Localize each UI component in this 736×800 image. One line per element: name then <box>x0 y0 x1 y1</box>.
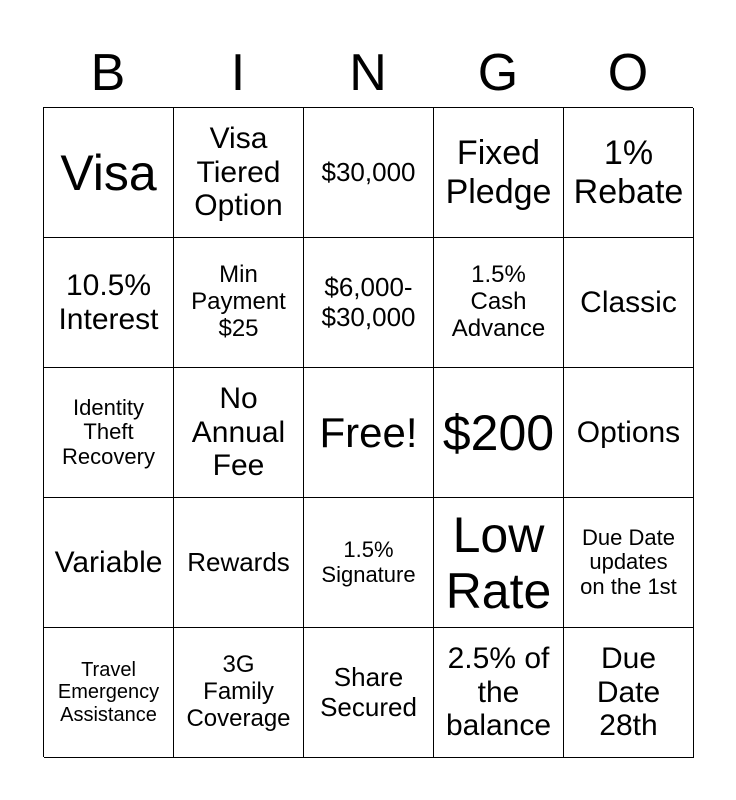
bingo-cell[interactable] <box>174 238 304 368</box>
cell-text: Low Rate <box>445 506 552 619</box>
bingo-cell[interactable] <box>434 368 564 498</box>
header-letter-g: G <box>477 44 519 102</box>
cell-text: 10.5% Interest <box>58 268 159 336</box>
bingo-cell[interactable] <box>44 628 174 758</box>
cell-text: 3G Family Coverage <box>186 651 291 732</box>
bingo-board <box>43 107 693 757</box>
bingo-cell[interactable] <box>174 368 304 498</box>
cell-text: 1% Rebate <box>573 134 684 211</box>
bingo-cell[interactable] <box>434 498 564 628</box>
cell-text: 1.5% Signature <box>321 536 416 587</box>
bingo-cell[interactable] <box>174 628 304 758</box>
cell-text: Variable <box>54 545 163 579</box>
cell-text: Share Secured <box>320 662 417 722</box>
cell-text: Classic <box>580 285 677 319</box>
bingo-cell[interactable] <box>434 108 564 238</box>
header-letter-n: N <box>349 44 387 102</box>
cell-text: 1.5% Cash Advance <box>451 261 546 342</box>
cell-text: 2.5% of the balance <box>445 642 552 743</box>
bingo-header <box>43 40 693 106</box>
cell-text: Identity Theft Recovery <box>62 394 155 469</box>
cell-text: Free! <box>319 408 418 456</box>
bingo-cell[interactable] <box>564 108 694 238</box>
bingo-cell[interactable] <box>44 498 174 628</box>
cell-text: Options <box>576 415 681 449</box>
bingo-cell[interactable] <box>564 498 694 628</box>
cell-text: Travel Emergency Assistance <box>57 658 160 726</box>
bingo-cell[interactable] <box>304 108 434 238</box>
header-letter-i: I <box>230 44 246 102</box>
bingo-cell[interactable] <box>564 628 694 758</box>
bingo-cell[interactable] <box>44 238 174 368</box>
bingo-cell[interactable] <box>174 108 304 238</box>
bingo-cell[interactable] <box>304 498 434 628</box>
bingo-cell[interactable] <box>304 238 434 368</box>
cell-text: Due Date updates on the 1st <box>580 524 677 599</box>
cell-text: Visa Tiered Option <box>194 122 283 223</box>
bingo-cell[interactable] <box>44 368 174 498</box>
bingo-cell[interactable] <box>564 368 694 498</box>
cell-text: $200 <box>442 404 555 461</box>
bingo-cell[interactable] <box>304 628 434 758</box>
bingo-cell[interactable] <box>434 628 564 758</box>
cell-text: $6,000- $30,000 <box>321 272 416 332</box>
header-letter-b: B <box>90 44 126 102</box>
bingo-cell[interactable] <box>174 498 304 628</box>
bingo-cell[interactable] <box>434 238 564 368</box>
bingo-cell[interactable] <box>564 238 694 368</box>
header-letter-o: O <box>607 44 649 102</box>
cell-text: Due Date 28th <box>596 642 661 743</box>
cell-text: Rewards <box>187 546 290 577</box>
cell-text: No Annual Fee <box>191 382 286 483</box>
cell-text: Fixed Pledge <box>445 134 552 211</box>
bingo-cell[interactable] <box>44 108 174 238</box>
bingo-cell[interactable] <box>304 368 434 498</box>
cell-text: Visa <box>60 144 157 201</box>
cell-text: $30,000 <box>321 156 416 187</box>
cell-text: Min Payment $25 <box>191 261 286 342</box>
